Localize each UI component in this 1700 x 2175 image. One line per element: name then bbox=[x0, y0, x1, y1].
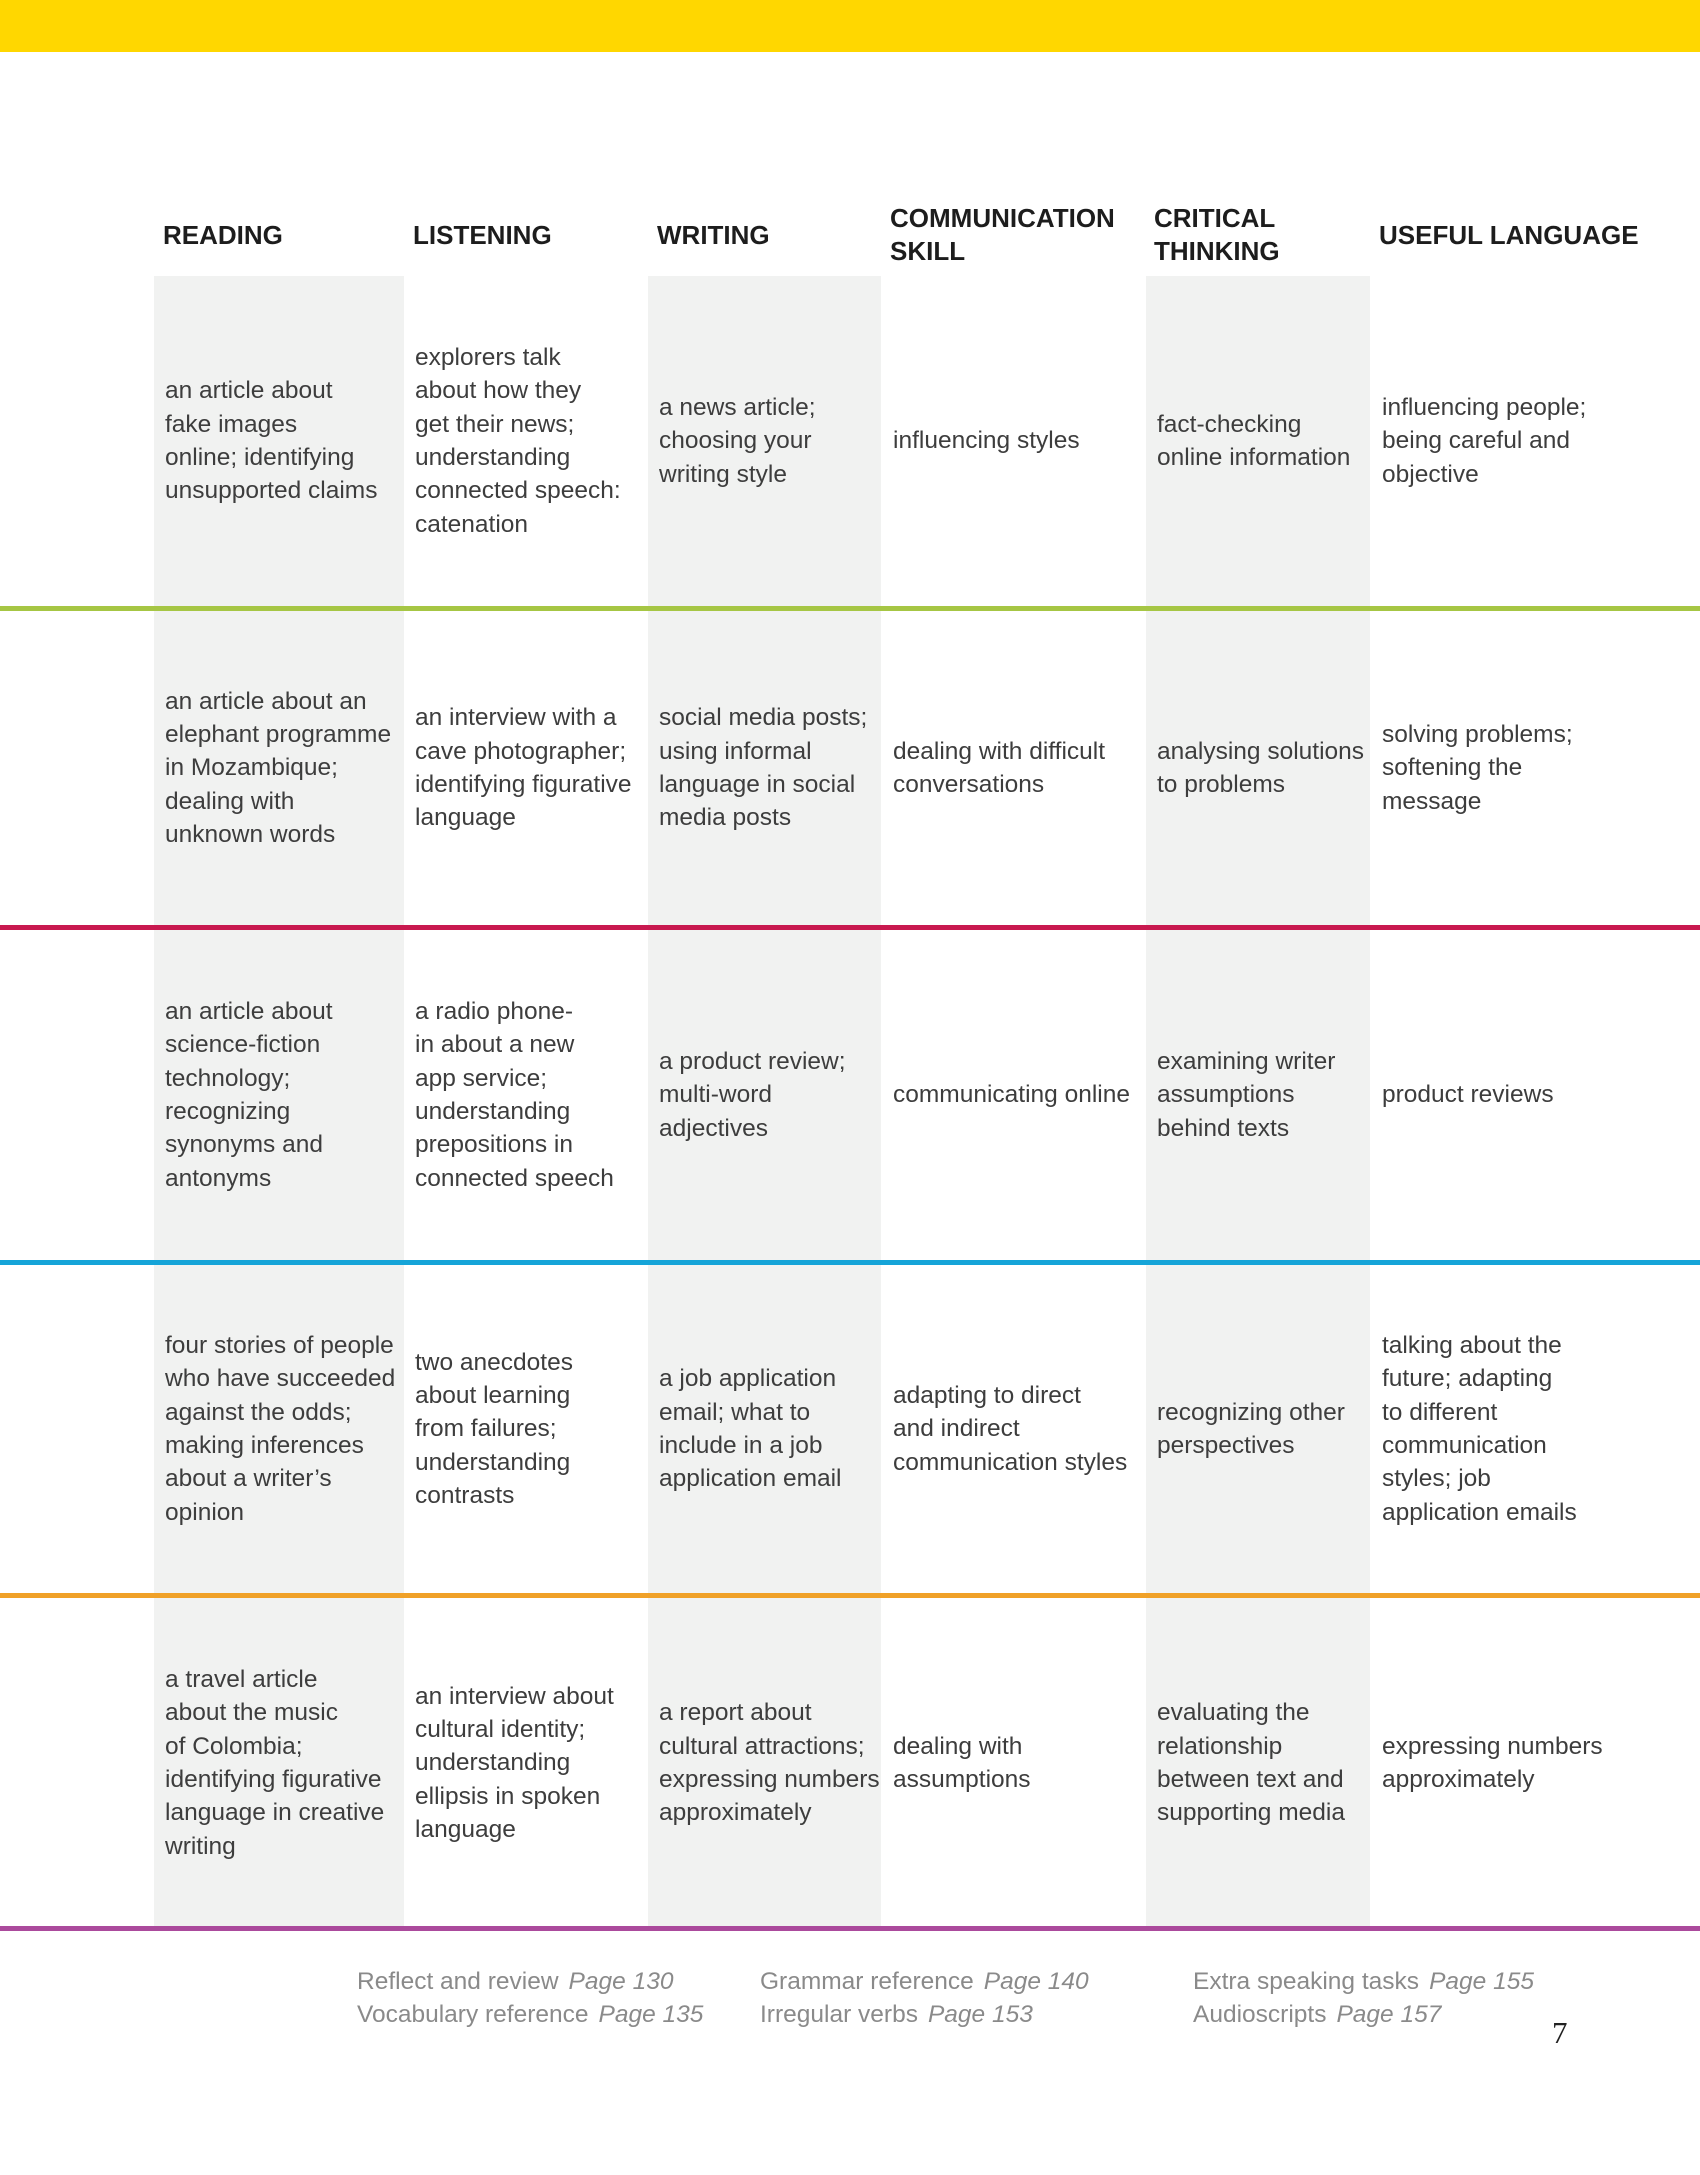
footer-references-col-2 bbox=[760, 1965, 1089, 2031]
footer-reference: Irregular verbs Page 153 bbox=[760, 2001, 1033, 2028]
table-row bbox=[0, 1598, 1700, 1928]
header-listening: LISTENING bbox=[413, 219, 552, 250]
cell-critical-thinking: fact-checking online information bbox=[1157, 410, 1351, 471]
header-communication-skill: COMMUNICATION SKILL bbox=[890, 203, 1115, 266]
header-critical-thinking: CRITICAL THINKING bbox=[1154, 203, 1280, 266]
cell-critical-thinking: recognizing other perspectives bbox=[1157, 1398, 1345, 1459]
cell-writing: a job application email; what to include in a job application email bbox=[659, 1365, 842, 1493]
cell-listening: explorers talk about how they get their news; understanding connected speech: catenation bbox=[415, 344, 621, 538]
cell-useful-language: expressing numbers approximately bbox=[1382, 1732, 1603, 1793]
table-header-row bbox=[0, 195, 1700, 275]
header-useful-language: USEFUL LANGUAGE bbox=[1379, 219, 1639, 250]
table-row bbox=[0, 276, 1700, 606]
cell-useful-language: talking about the future; adapting to different communication styles; job application emails bbox=[1382, 1332, 1577, 1526]
cell-reading: an article about fake images online; identifying unsupported claims bbox=[165, 377, 378, 505]
cell-communication-skill: communicating online bbox=[893, 1081, 1130, 1109]
cell-critical-thinking: examining writer assumptions behind texts bbox=[1157, 1048, 1336, 1142]
cell-writing: social media posts; using informal language in social media posts bbox=[659, 704, 868, 832]
row-divider bbox=[0, 1926, 1700, 1931]
footer-reference: Audioscripts Page 157 bbox=[1193, 2001, 1442, 2028]
header-reading: READING bbox=[163, 219, 283, 250]
cell-writing: a report about cultural attractions; expressing numbers approximately bbox=[659, 1699, 880, 1827]
cell-critical-thinking: analysing solutions to problems bbox=[1157, 737, 1365, 798]
cell-communication-skill: influencing styles bbox=[893, 427, 1080, 455]
cell-listening: an interview about cultural identity; understanding ellipsis in spoken language bbox=[415, 1682, 614, 1843]
cell-listening: an interview with a cave photographer; identifying figurative language bbox=[415, 704, 632, 832]
table-row bbox=[0, 1265, 1700, 1593]
cell-reading: an article about science-fiction technology; recognizing synonyms and antonyms bbox=[165, 998, 333, 1192]
cell-reading: an article about an elephant programme in Mozambique; dealing with unknown words bbox=[165, 687, 392, 848]
cell-communication-skill: dealing with difficult conversations bbox=[893, 737, 1106, 798]
cell-writing: a product review; multi-word adjectives bbox=[659, 1048, 846, 1142]
footer-references-col-3 bbox=[1193, 1965, 1534, 2031]
cell-useful-language: influencing people; being careful and objective bbox=[1382, 394, 1587, 488]
page-number: 7 bbox=[1552, 2015, 1568, 2050]
cell-critical-thinking: evaluating the relationship between text and supporting media bbox=[1157, 1699, 1345, 1827]
cell-listening: a radio phone- in about a new app service; understanding prepositions in connected speech bbox=[415, 998, 614, 1192]
cell-useful-language: solving problems; softening the message bbox=[1382, 721, 1573, 815]
header-writing: WRITING bbox=[657, 219, 770, 250]
footer-reference: Reflect and review Page 130 bbox=[357, 1968, 674, 1995]
top-color-bar bbox=[0, 0, 1700, 52]
cell-useful-language: product reviews bbox=[1382, 1081, 1554, 1109]
cell-listening: two anecdotes about learning from failures; understanding contrasts bbox=[415, 1348, 573, 1509]
footer-reference: Vocabulary reference Page 135 bbox=[357, 2001, 704, 2028]
cell-writing: a news article; choosing your writing style bbox=[659, 394, 816, 488]
table-row bbox=[0, 930, 1700, 1260]
footer-references-col-1 bbox=[357, 1965, 703, 2031]
cell-communication-skill: adapting to direct and indirect communication styles bbox=[893, 1382, 1128, 1476]
footer-reference: Extra speaking tasks Page 155 bbox=[1193, 1968, 1534, 1995]
footer-reference: Grammar reference Page 140 bbox=[760, 1968, 1089, 1995]
cell-reading: four stories of people who have succeeded against the odds; making inferences about a writer’s opinion bbox=[165, 1332, 396, 1526]
table-row bbox=[0, 611, 1700, 925]
cell-communication-skill: dealing with assumptions bbox=[893, 1732, 1031, 1793]
cell-reading: a travel article about the music of Colombia; identifying figurative language in creative writing bbox=[165, 1666, 385, 1860]
